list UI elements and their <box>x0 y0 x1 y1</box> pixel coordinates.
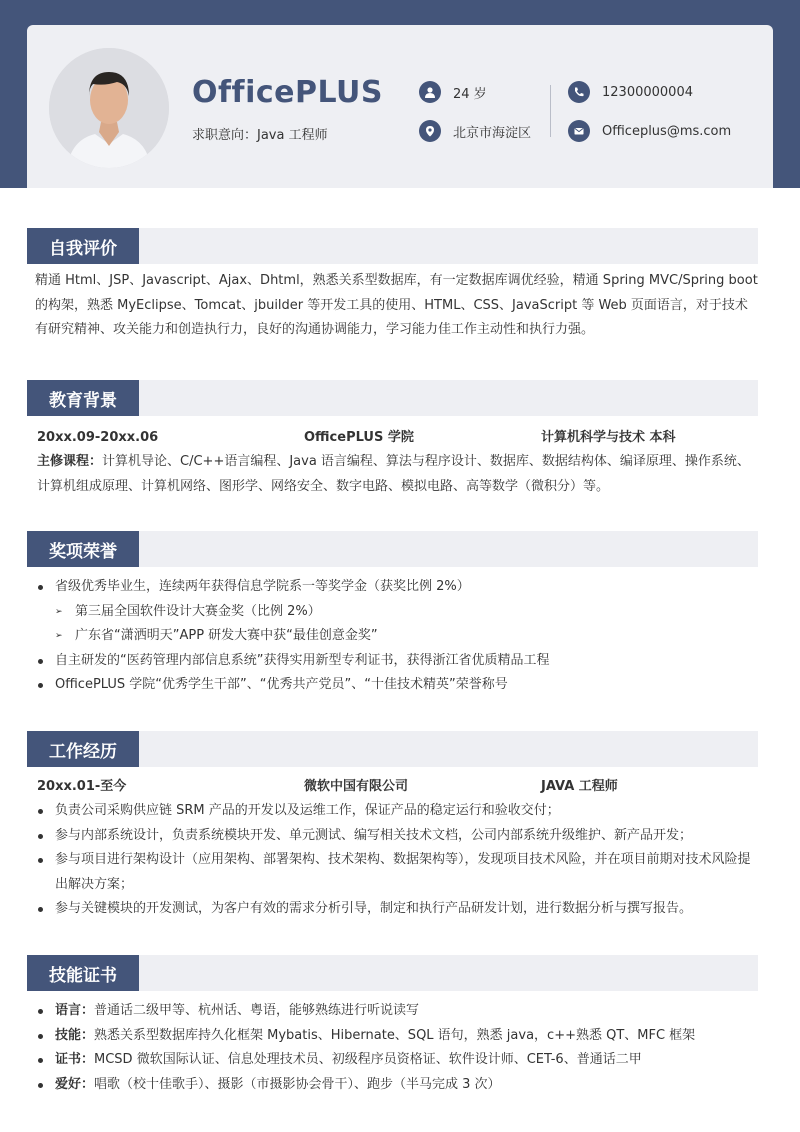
age-info <box>419 81 487 103</box>
work-row <box>37 775 758 799</box>
user-icon <box>419 81 441 103</box>
work-list <box>27 799 758 922</box>
list-item: 参与关键模块的开发测试，为客户有效的需求分析引导，制定和执行产品研发计划，进行数据分析与撰写报告。 <box>37 897 758 922</box>
list-item: 负责公司采购供应链 SRM 产品的开发以及运维工作，保证产品的稳定运行和验收交付； <box>37 799 758 824</box>
courses-label: 主修课程： <box>37 454 103 469</box>
education-school: OfficePLUS 学院 <box>304 430 414 445</box>
list-item <box>37 999 758 1024</box>
section-title: 工作经历 <box>27 731 139 767</box>
education-section <box>27 380 758 499</box>
list-item <box>37 1024 758 1049</box>
section-header <box>27 731 758 767</box>
section-title: 自我评价 <box>27 228 139 264</box>
awards-list <box>27 575 758 698</box>
work-company: 微软中国有限公司 <box>304 779 409 794</box>
phone-icon <box>568 81 590 103</box>
skill-text: 熟悉关系型数据库持久化框架 Mybatis、Hibernate、SQL 语句，熟悉 java，c++熟悉 QT、MFC 框架 <box>94 1027 696 1043</box>
skill-label: 证书： <box>55 1052 95 1067</box>
section-title: 奖项荣誉 <box>27 531 139 567</box>
email-text: Officeplus@ms.com <box>602 123 732 139</box>
job-intent: 求职意向：Java 工程师 <box>192 128 328 143</box>
list-item: ➢ 第三届全国软件设计大赛金奖（比例 2%） <box>37 600 758 625</box>
skill-label: 技能： <box>55 1027 95 1043</box>
skill-label: 爱好： <box>55 1076 95 1092</box>
skill-text: 唱歌（校十佳歌手）、摄影（市摄影协会骨干）、跑步（半马完成 3 次） <box>94 1076 501 1092</box>
skill-text: 普通话二级甲等、杭州话、粤语，能够熟练进行听说读写 <box>94 1003 420 1018</box>
work-section <box>27 731 758 922</box>
list-item <box>37 1073 758 1098</box>
skill-label: 语言： <box>55 1003 95 1018</box>
header-card <box>27 25 773 188</box>
self-evaluation-section <box>27 228 758 343</box>
skill-text: MCSD 微软国际认证、信息处理技术员、初级程序员资格证、软件设计师、CET-6、普通话二甲 <box>94 1052 642 1067</box>
section-title: 教育背景 <box>27 380 139 416</box>
education-major: 计算机科学与技术 本科 <box>541 430 676 445</box>
candidate-name: OfficePLUS <box>192 75 384 110</box>
age-text: 24 岁 <box>453 86 487 102</box>
work-period: 20xx.01-至今 <box>37 779 127 794</box>
location-info <box>419 120 531 142</box>
list-item: 参与内部系统设计，负责系统模块开发、单元测试、编写相关技术文档，公司内部系统升级维护、新产品开发； <box>37 824 758 849</box>
education-period: 20xx.09-20xx.06 <box>37 430 159 445</box>
self-evaluation-text: 精通 Html、JSP、Javascript、Ajax、Dhtml，熟悉关系型数据库，有一定数据库调优经验，精通 Spring MVC/Spring boot 的构架，熟悉 MyEclipse、Tomcat、jbuilder 等开发工具的使用、HTML、CSS、JavaScript 等 Web 页面语言，对于技术有研究精神、攻关能力和创造执行力，良好的沟通协调能力，学习能力佳工作主动性和执行力强。 <box>35 273 758 337</box>
section-header <box>27 380 758 416</box>
education-row <box>37 426 758 450</box>
list-item <box>37 1048 758 1073</box>
section-title: 技能证书 <box>27 955 139 991</box>
avatar <box>49 48 169 168</box>
section-header <box>27 228 758 264</box>
awards-section <box>27 531 758 698</box>
list-item: ➢ 广东省“潇洒明天”APP 研发大赛中获“最佳创意金奖” <box>37 624 758 649</box>
list-item: 参与项目进行架构设计（应用架构、部署架构、技术架构、数据架构等），发现项目技术风险，并在项目前期对技术风险提出解决方案； <box>37 848 758 897</box>
list-item: 省级优秀毕业生，连续两年获得信息学院系一等奖学金（获奖比例 2%） <box>37 575 758 600</box>
skills-list <box>27 999 758 1097</box>
section-header <box>27 531 758 567</box>
courses <box>37 450 758 499</box>
courses-text: 计算机导论、C/C++语言编程、Java 语言编程、算法与程序设计、数据库、数据结构体、编译原理、操作系统、计算机组成原理、计算机网络、图形学、网络安全、数字电路、模拟电路、高等数学（微积分）等。 <box>37 454 750 494</box>
section-header <box>27 955 758 991</box>
email-icon <box>568 120 590 142</box>
email-info <box>568 120 731 142</box>
list-item: 自主研发的“医药管理内部信息系统”获得实用新型专利证书，获得浙江省优质精品工程 <box>37 649 758 674</box>
location-text: 北京市海淀区 <box>453 125 532 141</box>
header-divider <box>550 85 551 137</box>
phone-text: 12300000004 <box>602 84 693 100</box>
skills-section <box>27 955 758 1097</box>
location-pin-icon <box>419 120 441 142</box>
phone-info <box>568 81 693 103</box>
list-item: OfficePLUS 学院“优秀学生干部”、“优秀共产党员”、“十佳技术精英”荣誉称号 <box>37 673 758 698</box>
work-position: JAVA 工程师 <box>541 779 618 794</box>
